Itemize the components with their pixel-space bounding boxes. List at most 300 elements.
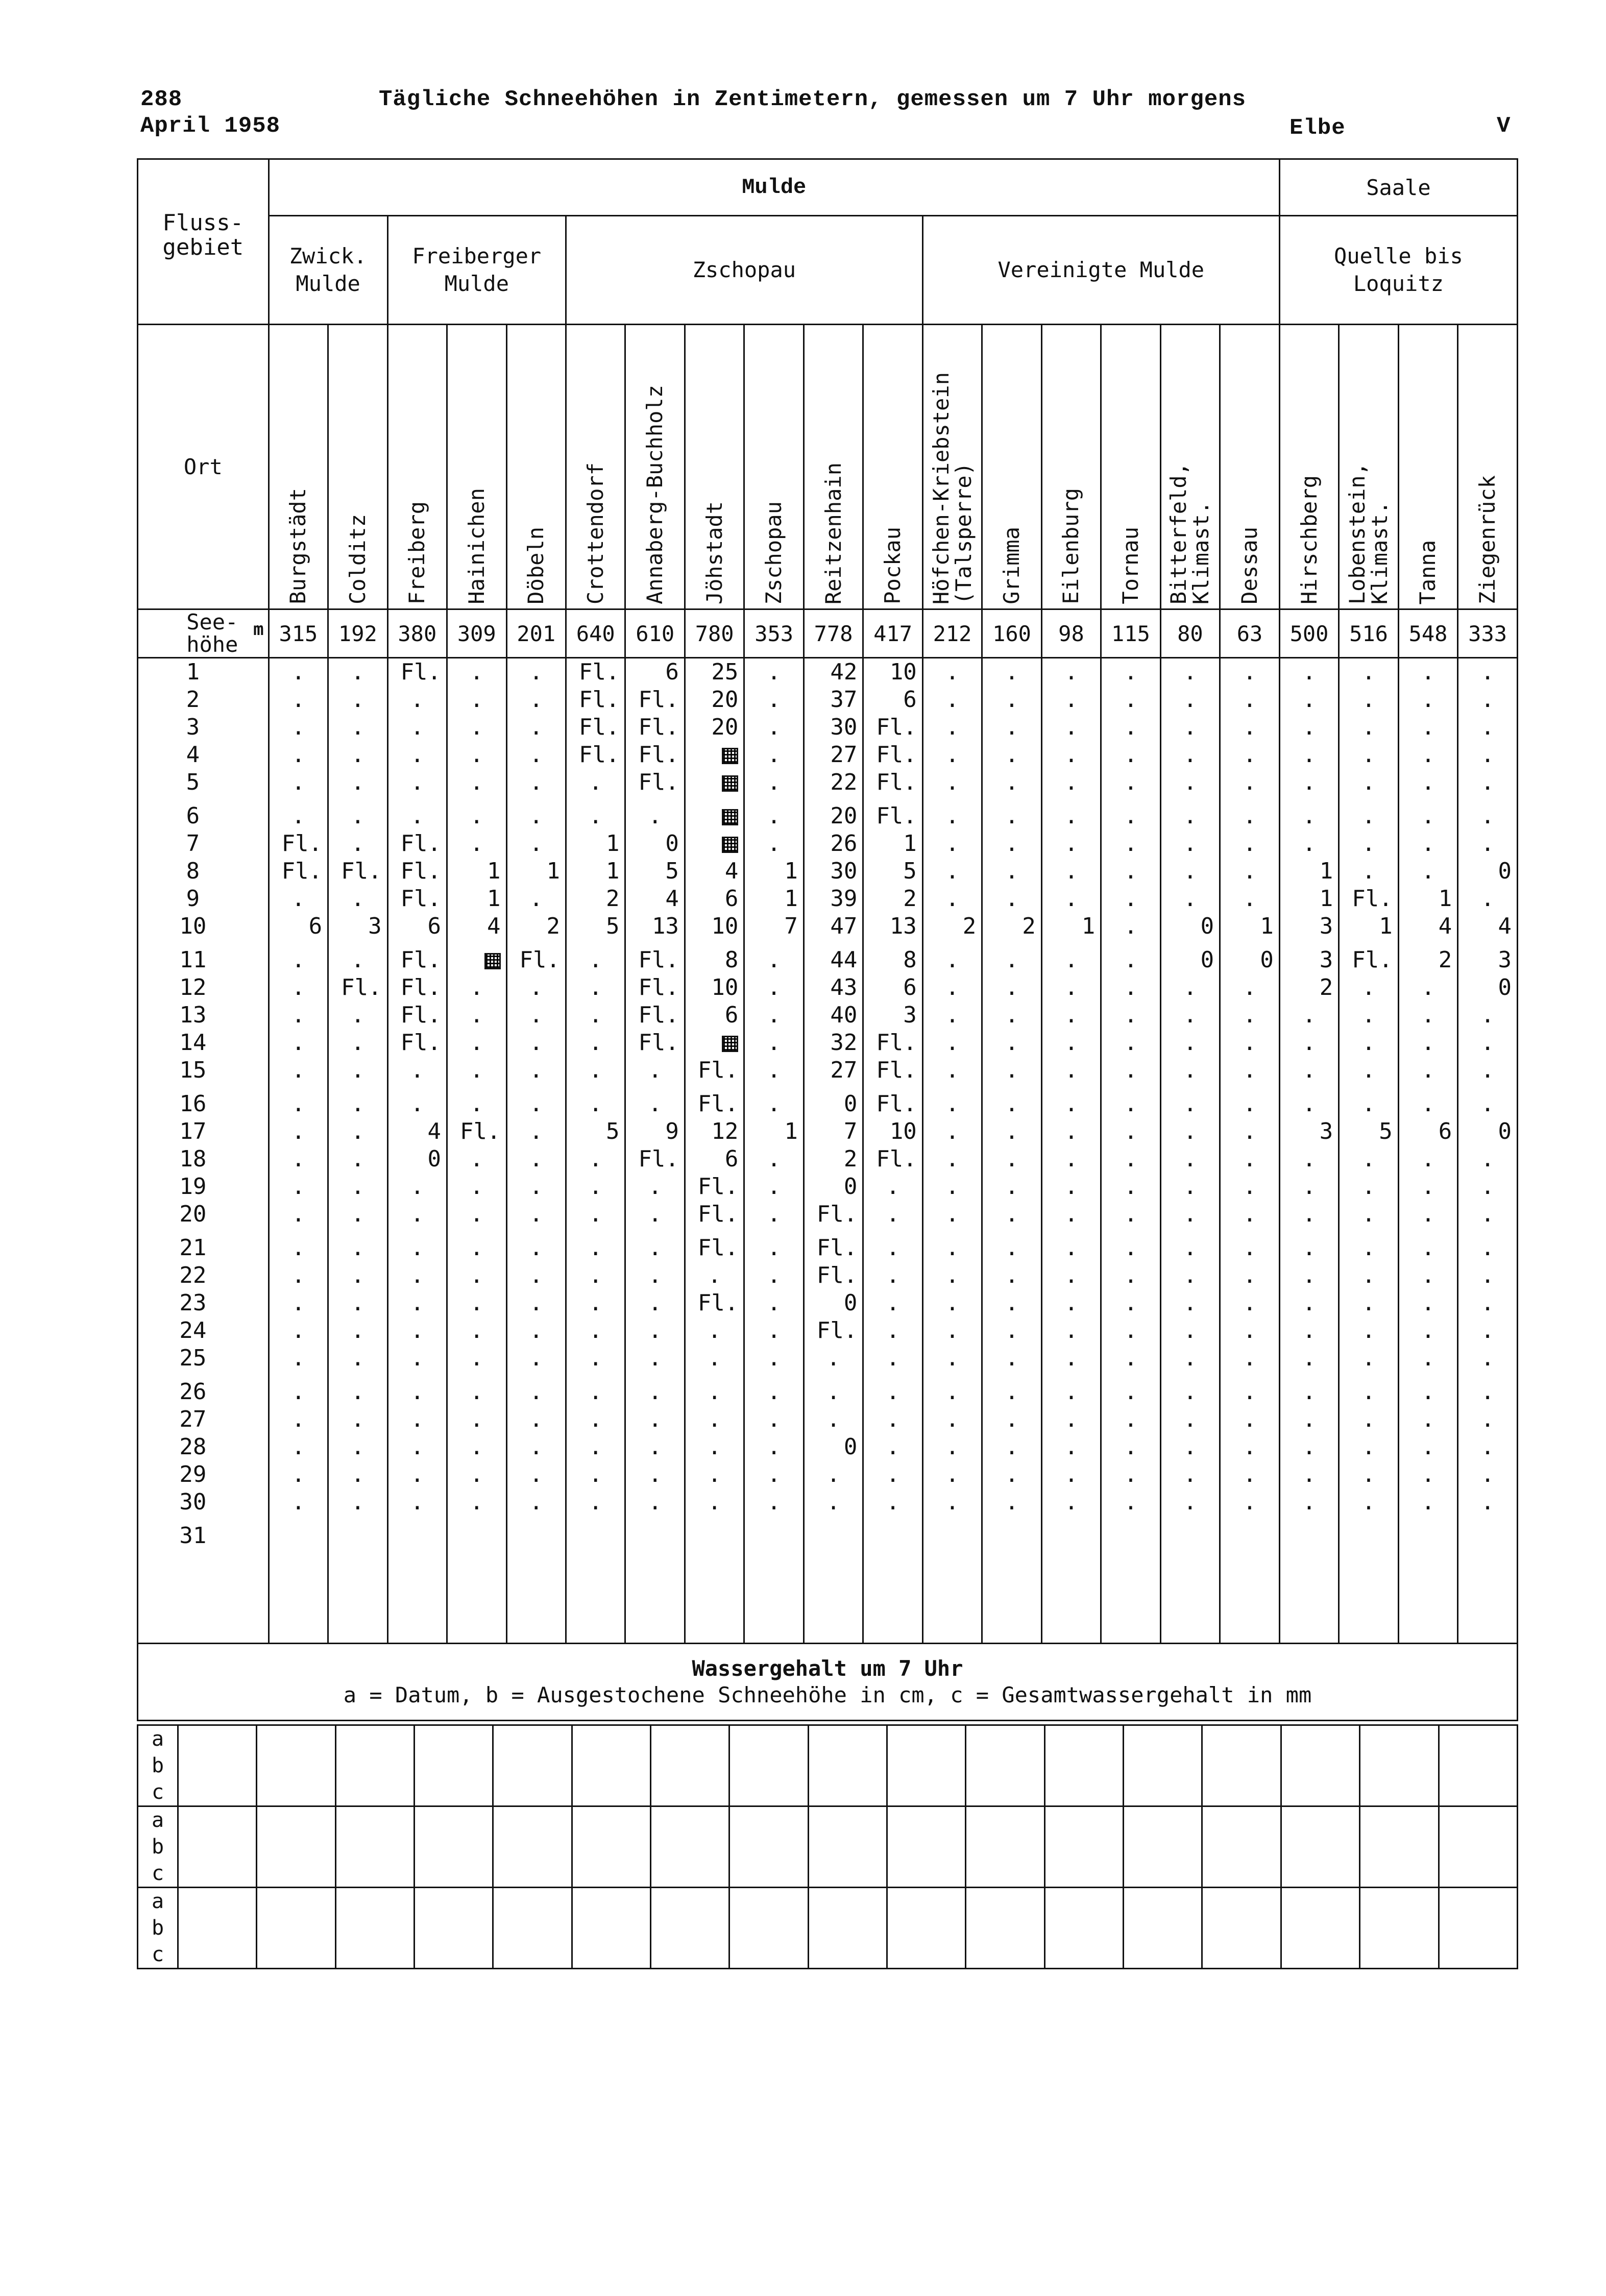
snow-value: . — [945, 1174, 959, 1200]
snow-value: . — [945, 1118, 959, 1144]
snow-value: . — [767, 974, 781, 1000]
snow-value: . — [529, 659, 543, 685]
snow-value: . — [1302, 687, 1316, 713]
snow-value: . — [826, 1489, 840, 1515]
snow-value: . — [1064, 1262, 1078, 1288]
station-name: Bitterfeld, Klimast. — [1166, 462, 1214, 604]
snow-value: . — [1480, 1434, 1495, 1460]
day-number: 24 — [179, 1317, 207, 1344]
water-cell — [887, 1860, 966, 1888]
snow-value: . — [767, 1030, 781, 1056]
water-cell — [1281, 1752, 1359, 1779]
snow-value — [686, 741, 743, 769]
snow-value: Fl. — [697, 1290, 739, 1316]
snow-value: . — [291, 1379, 305, 1405]
snow-value: . — [708, 1489, 721, 1515]
snow-value: . — [410, 769, 424, 795]
snow-value: . — [589, 947, 602, 973]
day-number: 20 — [179, 1201, 207, 1227]
water-cell — [808, 1725, 887, 1753]
snow-value: 3 — [1498, 947, 1512, 973]
station-header — [744, 325, 804, 609]
snow-value: . — [1124, 659, 1138, 685]
station-name: Eilenburg — [1058, 488, 1084, 604]
snow-value: . — [589, 1201, 602, 1227]
snow-value — [864, 1522, 921, 1550]
snow-value: . — [767, 1406, 781, 1432]
station-name: Tornau — [1117, 527, 1143, 604]
snow-value: . — [1480, 831, 1495, 857]
page-number: 288 — [140, 87, 183, 112]
snow-value: . — [1124, 1262, 1138, 1288]
snow-value: . — [410, 1379, 424, 1405]
snow-value: . — [1124, 1146, 1138, 1172]
station-values — [269, 658, 328, 1644]
snow-value: . — [1183, 1091, 1197, 1117]
snow-value: . — [291, 1262, 305, 1288]
snow-value: . — [470, 974, 484, 1000]
snow-value: Fl. — [697, 1235, 739, 1261]
snow-value: 0 — [1498, 1118, 1512, 1144]
snow-value: Fl. — [876, 742, 917, 768]
snow-value: 1 — [784, 886, 798, 912]
snow-value: . — [1124, 1290, 1138, 1316]
water-cell — [335, 1834, 414, 1860]
snow-value: . — [529, 1002, 543, 1028]
snow-value: Fl. — [876, 1091, 917, 1117]
day-number: 18 — [179, 1146, 207, 1172]
group-saale: Saale — [1279, 159, 1517, 216]
water-cell — [335, 1779, 414, 1806]
water-cell — [1044, 1806, 1123, 1834]
snow-value: . — [351, 1174, 365, 1200]
snow-value: Fl. — [876, 1030, 917, 1056]
snow-value: . — [886, 1235, 900, 1261]
snow-value: . — [1005, 1379, 1019, 1405]
snow-value: . — [1183, 831, 1197, 857]
snow-value: . — [529, 687, 543, 713]
snow-value: 1 — [1319, 886, 1333, 912]
snow-value: 13 — [889, 913, 917, 939]
day-number: 29 — [179, 1461, 207, 1487]
snow-value: . — [529, 742, 543, 768]
snow-value: . — [767, 769, 781, 795]
snow-value: . — [529, 886, 543, 912]
snow-value: . — [826, 1461, 840, 1487]
station-values — [1160, 658, 1220, 1644]
water-cell — [1360, 1725, 1439, 1753]
water-cell — [1439, 1779, 1518, 1806]
snow-value: Fl. — [816, 1201, 858, 1227]
station-elevation: 417 — [863, 609, 922, 658]
snow-value: . — [291, 1434, 305, 1460]
snow-value: . — [410, 687, 424, 713]
snow-value: . — [945, 769, 959, 795]
snow-value: . — [1480, 1406, 1495, 1432]
snow-value — [745, 1522, 802, 1550]
snow-value: . — [589, 1345, 602, 1371]
snow-value: . — [1124, 1118, 1138, 1144]
snow-value: 2 — [546, 913, 560, 939]
snow-value: Fl. — [400, 886, 442, 912]
station-header — [1220, 325, 1280, 609]
snow-value: . — [291, 659, 305, 685]
snow-value: 0 — [843, 1174, 858, 1200]
snow-value: . — [767, 1235, 781, 1261]
snow-value: 2 — [843, 1146, 858, 1172]
snow-value: . — [291, 1146, 305, 1172]
snow-value: . — [1243, 1235, 1257, 1261]
station-name: Reitzenhain — [820, 462, 846, 604]
snow-value: . — [1124, 803, 1138, 829]
snow-value: 4 — [1438, 913, 1452, 939]
water-cell — [729, 1752, 808, 1779]
station-name: Burgstädt — [285, 488, 311, 604]
water-cell — [1281, 1806, 1359, 1834]
snow-value: . — [708, 1317, 721, 1344]
snow-cover-symbol — [722, 837, 738, 853]
snow-value: . — [767, 1262, 781, 1288]
snow-value: . — [1243, 1057, 1257, 1083]
snow-value: . — [1480, 1290, 1495, 1316]
station-values — [863, 658, 922, 1644]
snow-value: . — [1064, 1091, 1078, 1117]
snow-value — [1458, 1522, 1517, 1550]
water-cell — [178, 1941, 257, 1969]
snow-value: . — [1064, 803, 1078, 829]
snow-value: Fl. — [400, 831, 442, 857]
snow-value: . — [826, 1379, 840, 1405]
water-cell — [729, 1834, 808, 1860]
station-elevation: 500 — [1279, 609, 1339, 658]
snow-value: Fl. — [876, 714, 917, 740]
snow-value: Fl. — [638, 974, 679, 1000]
snow-value: . — [1064, 1489, 1078, 1515]
water-cell — [257, 1941, 335, 1969]
snow-value: . — [1005, 687, 1019, 713]
snow-value: 30 — [830, 858, 858, 884]
snow-value: Fl. — [638, 947, 679, 973]
snow-value: . — [648, 1262, 662, 1288]
snow-value: 2 — [962, 913, 977, 939]
snow-value: . — [1124, 947, 1138, 973]
snow-value: . — [1361, 742, 1376, 768]
water-cell — [257, 1779, 335, 1806]
snow-value: . — [945, 1002, 959, 1028]
snow-value: . — [529, 1091, 543, 1117]
snow-value: . — [1243, 831, 1257, 857]
snow-value: 1 — [605, 858, 620, 884]
snow-value: Fl. — [876, 1057, 917, 1083]
snow-value: . — [410, 1434, 424, 1460]
snow-value: . — [589, 1406, 602, 1432]
snow-value: . — [351, 1379, 365, 1405]
water-cell — [1124, 1779, 1202, 1806]
station-values — [1279, 658, 1339, 1644]
snow-value: 5 — [605, 913, 620, 939]
station-header — [685, 325, 744, 609]
water-cell — [572, 1725, 650, 1753]
snow-value: . — [1064, 1317, 1078, 1344]
snow-value: Fl. — [638, 1002, 679, 1028]
snow-cover-symbol — [722, 748, 738, 764]
snow-value: . — [1361, 1379, 1376, 1405]
snow-value: . — [886, 1461, 900, 1487]
snow-value: . — [529, 1030, 543, 1056]
snow-value: . — [1005, 1091, 1019, 1117]
snow-value: . — [1005, 1290, 1019, 1316]
snow-value: 20 — [711, 714, 739, 740]
day-number: 1 — [186, 659, 200, 685]
snow-value: . — [1183, 742, 1197, 768]
snow-value: . — [1421, 858, 1435, 884]
snow-value: . — [945, 858, 959, 884]
snow-value: . — [1124, 1489, 1138, 1515]
snow-value: Fl. — [400, 1030, 442, 1056]
snow-value: . — [351, 803, 365, 829]
snow-value: . — [1064, 1461, 1078, 1487]
snow-value: . — [470, 1174, 484, 1200]
water-cell — [1281, 1779, 1359, 1806]
station-elevation: 212 — [922, 609, 982, 658]
snow-value: . — [1183, 1235, 1197, 1261]
snow-value: . — [1005, 1345, 1019, 1371]
snow-value: . — [1421, 1434, 1435, 1460]
snow-value: . — [1183, 858, 1197, 884]
snow-value: . — [291, 886, 305, 912]
water-cell — [651, 1941, 729, 1969]
snow-value: . — [1064, 1406, 1078, 1432]
snow-value: . — [1124, 1235, 1138, 1261]
snow-value: . — [1005, 1461, 1019, 1487]
snow-value: . — [470, 1290, 484, 1316]
snow-value — [805, 1522, 862, 1550]
snow-value: . — [708, 1406, 721, 1432]
abc-label: a — [138, 1806, 178, 1834]
water-cell — [1202, 1941, 1281, 1969]
snow-value: . — [1064, 742, 1078, 768]
snow-value: . — [410, 1406, 424, 1432]
snow-value: . — [1243, 1434, 1257, 1460]
snow-value — [686, 769, 743, 796]
snow-value: . — [1361, 1262, 1376, 1288]
snow-value: . — [826, 1406, 840, 1432]
snow-value: . — [648, 1379, 662, 1405]
station-values — [1101, 658, 1160, 1644]
snow-value: 6 — [724, 1002, 739, 1028]
snow-value: 0 — [843, 1290, 858, 1316]
water-cell — [808, 1779, 887, 1806]
snow-value: 0 — [1200, 947, 1214, 973]
snow-value: . — [1480, 769, 1495, 795]
abc-label: b — [138, 1834, 178, 1860]
snow-value: . — [1005, 1434, 1019, 1460]
snow-value: 39 — [830, 886, 858, 912]
snow-value: 4 — [1498, 913, 1512, 939]
snow-value: 1 — [903, 831, 917, 857]
station-name: Tanna — [1415, 540, 1441, 604]
snow-value: . — [1302, 1235, 1316, 1261]
station-header — [506, 325, 566, 609]
snow-value: Fl. — [1352, 947, 1393, 973]
station-header — [863, 325, 922, 609]
snow-value: . — [1361, 1030, 1376, 1056]
snow-value: 6 — [724, 886, 739, 912]
snow-value: Fl. — [1352, 886, 1393, 912]
snow-value: . — [648, 1057, 662, 1083]
snow-value: . — [291, 714, 305, 740]
snow-value: . — [529, 1461, 543, 1487]
snow-value: . — [470, 1345, 484, 1371]
water-cell — [178, 1779, 257, 1806]
day-number: 27 — [179, 1406, 207, 1432]
water-cell — [257, 1888, 335, 1915]
snow-value: . — [1064, 947, 1078, 973]
snow-value: . — [648, 1290, 662, 1316]
snow-value: . — [410, 1057, 424, 1083]
station-header — [1041, 325, 1101, 609]
snow-value: . — [1005, 1057, 1019, 1083]
snow-value: . — [648, 1235, 662, 1261]
snow-value: . — [1302, 1406, 1316, 1432]
snow-value: . — [1243, 1290, 1257, 1316]
water-cell — [335, 1725, 414, 1753]
water-cell — [1044, 1725, 1123, 1753]
water-cell — [1124, 1806, 1202, 1834]
snow-value: . — [1183, 1317, 1197, 1344]
snow-value: . — [1183, 1379, 1197, 1405]
day-number: 12 — [179, 974, 207, 1000]
water-cell — [415, 1752, 493, 1779]
snow-value: . — [1064, 714, 1078, 740]
snow-value: . — [1361, 858, 1376, 884]
snow-value: . — [1005, 1174, 1019, 1200]
snow-value: . — [1421, 1030, 1435, 1056]
snow-cover-symbol — [722, 809, 738, 825]
water-cell — [572, 1752, 650, 1779]
snow-value: . — [945, 1317, 959, 1344]
water-cell — [651, 1888, 729, 1915]
snow-value: . — [351, 1262, 365, 1288]
station-name: Lobenstein, Klimast. — [1345, 462, 1393, 604]
water-cell — [335, 1941, 414, 1969]
water-cell — [1360, 1806, 1439, 1834]
station-values — [447, 658, 506, 1644]
snow-value: . — [1124, 1002, 1138, 1028]
snow-value — [270, 1522, 327, 1550]
snow-value: . — [1302, 831, 1316, 857]
snow-value: . — [1005, 1262, 1019, 1288]
snow-value — [686, 830, 743, 858]
day-number: 25 — [179, 1345, 207, 1371]
snow-cover-symbol — [722, 1036, 738, 1052]
snow-value: . — [1124, 1406, 1138, 1432]
water-cell — [415, 1915, 493, 1941]
snow-value: . — [410, 803, 424, 829]
snow-value: . — [1361, 1057, 1376, 1083]
snow-value: 1 — [487, 886, 501, 912]
snow-value: . — [1302, 714, 1316, 740]
water-cell — [1202, 1725, 1281, 1753]
snow-value: . — [1480, 1174, 1495, 1200]
snow-value: . — [1361, 1290, 1376, 1316]
station-header — [1458, 325, 1518, 609]
snow-value: . — [1183, 687, 1197, 713]
snow-value: . — [1064, 1146, 1078, 1172]
snow-value: 8 — [724, 947, 739, 973]
snow-value: . — [470, 1146, 484, 1172]
snow-value: . — [1480, 687, 1495, 713]
water-cell — [966, 1915, 1044, 1941]
snow-value: 6 — [724, 1146, 739, 1172]
snow-value: . — [529, 1290, 543, 1316]
snow-value: . — [1183, 1489, 1197, 1515]
station-values — [685, 658, 744, 1644]
snow-value — [686, 1522, 743, 1550]
snow-value: . — [529, 803, 543, 829]
snow-value: . — [945, 1262, 959, 1288]
snow-value: . — [470, 1201, 484, 1227]
station-name: Pockau — [880, 527, 906, 604]
snow-value: . — [351, 886, 365, 912]
snow-value: . — [1124, 769, 1138, 795]
snow-value: . — [767, 714, 781, 740]
snow-value: . — [708, 1379, 721, 1405]
snow-value: . — [945, 886, 959, 912]
snow-value: . — [1005, 1118, 1019, 1144]
group-mulde: Mulde — [269, 159, 1279, 216]
snow-value: . — [1183, 659, 1197, 685]
water-cell — [1281, 1941, 1359, 1969]
snow-value: . — [291, 1345, 305, 1371]
water-cell — [178, 1725, 257, 1753]
snow-value: . — [351, 1201, 365, 1227]
snow-value: . — [291, 1057, 305, 1083]
snow-value: 9 — [665, 1118, 679, 1144]
snow-value: . — [945, 1345, 959, 1371]
snow-value: . — [589, 1091, 602, 1117]
snow-value: Fl. — [638, 687, 679, 713]
snow-value: . — [410, 1201, 424, 1227]
snow-value: . — [1302, 769, 1316, 795]
snow-value: . — [1421, 1290, 1435, 1316]
water-cell — [966, 1941, 1044, 1969]
snow-value: . — [1421, 1461, 1435, 1487]
snow-value: Fl. — [341, 858, 382, 884]
snow-value: 1 — [1260, 913, 1274, 939]
snow-value: . — [708, 1262, 721, 1288]
snow-value: . — [470, 742, 484, 768]
snow-value: . — [648, 1317, 662, 1344]
snow-value: . — [351, 1489, 365, 1515]
snow-value: . — [1243, 1201, 1257, 1227]
snow-value: . — [1421, 1174, 1435, 1200]
snow-value: . — [945, 1030, 959, 1056]
day-number: 30 — [179, 1489, 207, 1515]
water-cell — [1202, 1806, 1281, 1834]
snow-value: . — [945, 947, 959, 973]
snow-value: . — [1183, 1406, 1197, 1432]
day-number: 22 — [179, 1262, 207, 1288]
water-cell — [415, 1725, 493, 1753]
snow-value: 42 — [830, 659, 858, 685]
snow-value: . — [351, 714, 365, 740]
station-elevation: 115 — [1101, 609, 1160, 658]
snow-value: . — [589, 1262, 602, 1288]
snow-value: 13 — [651, 913, 679, 939]
snow-value: Fl. — [697, 1201, 739, 1227]
snow-value: . — [1005, 1030, 1019, 1056]
